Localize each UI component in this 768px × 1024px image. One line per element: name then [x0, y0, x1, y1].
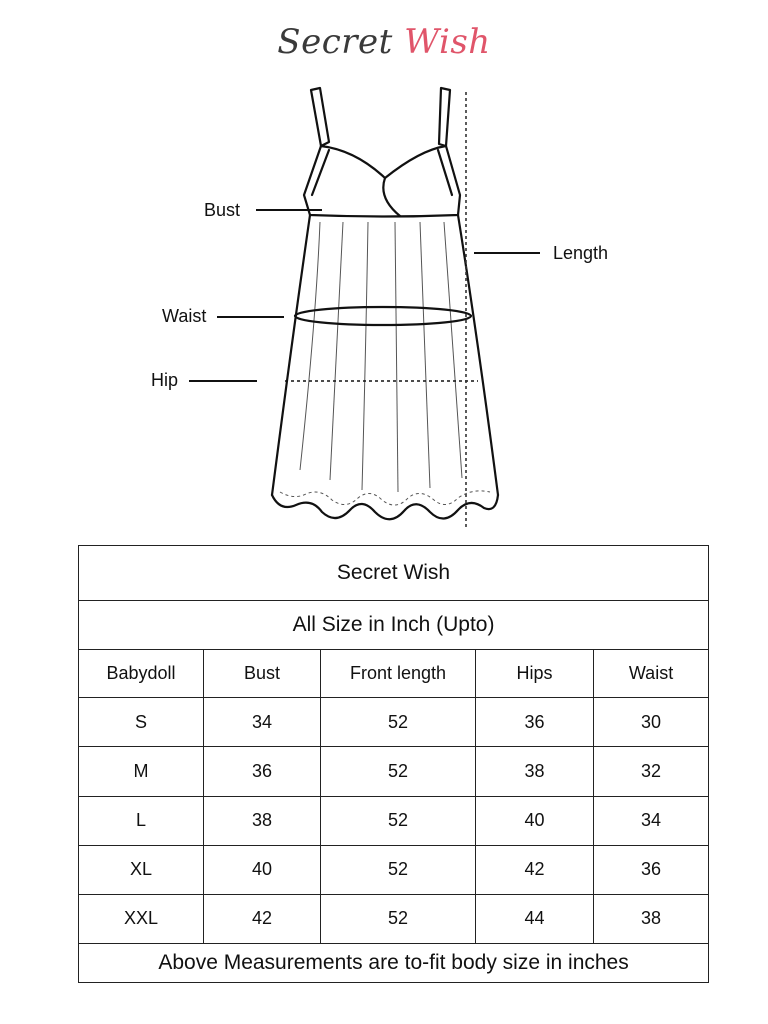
table-row: [79, 845, 709, 894]
table-row: [79, 796, 709, 845]
table-title: Secret Wish: [79, 546, 709, 601]
cell-hips: 42: [476, 845, 594, 894]
table-footer-note: Above Measurements are to-fit body size in inches: [79, 943, 709, 982]
logo-word-secret: Secret: [277, 22, 393, 62]
cell-waist: 32: [594, 747, 709, 796]
cell-waist: 36: [594, 845, 709, 894]
waist-measure-ellipse: [295, 307, 471, 325]
table-row: [79, 747, 709, 796]
cell-bust: 40: [204, 845, 321, 894]
header-waist: Waist: [594, 650, 709, 698]
cell-hips: 36: [476, 698, 594, 747]
cell-size: S: [79, 698, 204, 747]
cell-bust: 34: [204, 698, 321, 747]
cell-front-length: 52: [321, 845, 476, 894]
cell-hips: 44: [476, 894, 594, 943]
cell-waist: 34: [594, 796, 709, 845]
cell-front-length: 52: [321, 796, 476, 845]
skirt-right-edge: [458, 215, 498, 495]
cell-size: L: [79, 796, 204, 845]
hip-label: Hip: [151, 370, 179, 390]
cell-waist: 38: [594, 894, 709, 943]
cell-size: XXL: [79, 894, 204, 943]
cell-size: XL: [79, 845, 204, 894]
cell-hips: 40: [476, 796, 594, 845]
cell-bust: 42: [204, 894, 321, 943]
table-row: [79, 894, 709, 943]
cell-front-length: 52: [321, 894, 476, 943]
header-front-length: Front length: [321, 650, 476, 698]
bust-label: Bust: [204, 200, 241, 220]
cell-bust: 36: [204, 747, 321, 796]
table-header-row: [79, 650, 709, 698]
table-row: [79, 698, 709, 747]
cell-hips: 38: [476, 747, 594, 796]
size-chart-table: [78, 545, 709, 983]
header-hips: Hips: [476, 650, 594, 698]
cell-front-length: 52: [321, 747, 476, 796]
table-subtitle: All Size in Inch (Upto): [79, 601, 709, 650]
right-strap: [439, 88, 450, 146]
waist-label: Waist: [162, 306, 207, 326]
header-babydoll: Babydoll: [79, 650, 204, 698]
skirt-left-edge: [272, 215, 310, 495]
cell-waist: 30: [594, 698, 709, 747]
logo-word-wish: Wish: [404, 22, 491, 62]
cell-size: M: [79, 747, 204, 796]
hem: [272, 495, 498, 519]
cell-bust: 38: [204, 796, 321, 845]
cell-front-length: 52: [321, 698, 476, 747]
header-bust: Bust: [204, 650, 321, 698]
left-strap: [311, 88, 329, 146]
length-label: Length: [553, 243, 609, 263]
